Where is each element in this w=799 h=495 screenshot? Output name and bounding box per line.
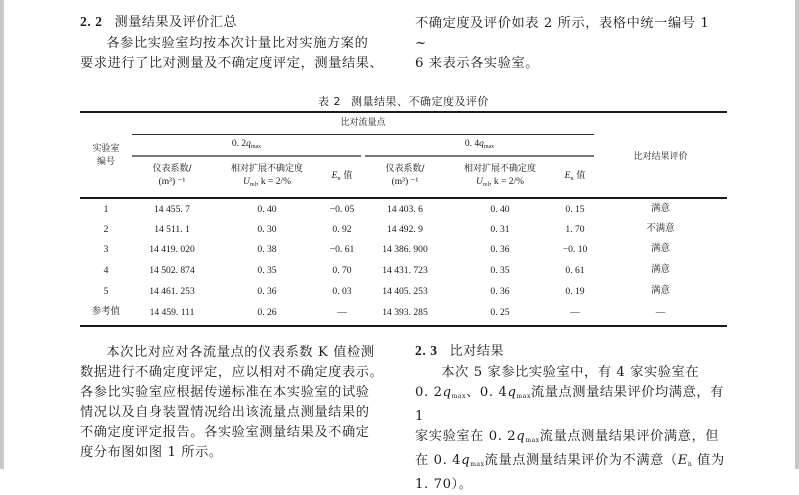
cell-u04: 0. 40 bbox=[490, 204, 510, 215]
cell-lab: 参考值 bbox=[91, 307, 121, 317]
table-number: 表 2 bbox=[318, 95, 341, 108]
q-symbol: q bbox=[442, 385, 452, 400]
cell-en02: −0. 61 bbox=[329, 244, 355, 255]
cell-lab: 3 bbox=[103, 244, 109, 255]
section-title: 测量结果及评价汇总 bbox=[114, 15, 238, 30]
page-edge-left bbox=[0, 0, 4, 469]
cell-k02: 14 419. 020 bbox=[149, 244, 195, 255]
header-bottom-rule bbox=[80, 197, 727, 199]
cell-en02: 0. 03 bbox=[332, 286, 352, 297]
paragraph-line bbox=[415, 451, 727, 475]
group-02-q: q bbox=[246, 139, 251, 149]
cell-u02: 0. 36 bbox=[257, 286, 277, 297]
uncertainty-k: , k = 2/% bbox=[489, 177, 525, 187]
group-02-sub: max bbox=[250, 144, 262, 150]
paragraph-line bbox=[415, 427, 727, 451]
text-run: 0. 2 bbox=[415, 385, 443, 400]
cell-en02: 0. 92 bbox=[332, 224, 352, 235]
cell-u02: 0. 35 bbox=[257, 265, 277, 276]
uncertainty-label: 相对扩展不确定度 bbox=[230, 164, 303, 174]
cell-k04: 14 386. 900 bbox=[382, 244, 428, 255]
meter-factor-unit: (m³) ⁻¹ bbox=[158, 177, 186, 187]
header-lab-id-line1: 实验室 bbox=[92, 144, 120, 154]
header-group-02 bbox=[132, 138, 361, 154]
cell-u04: 0. 36 bbox=[490, 286, 510, 297]
cell-k02: 14 511. 1 bbox=[154, 224, 190, 235]
en-sub: n bbox=[570, 176, 574, 182]
section-2-2-right bbox=[415, 14, 725, 74]
cell-en04: — bbox=[570, 307, 580, 318]
table-top-rule bbox=[80, 111, 727, 113]
header-meter-factor-02 bbox=[132, 163, 212, 189]
cell-k04: 14 405. 253 bbox=[382, 286, 428, 297]
paragraph-line: 本次比对应对各流量点的仪表系数 K 值检测 bbox=[106, 345, 375, 360]
cell-lab: 5 bbox=[103, 286, 109, 297]
cell-eval: 满意 bbox=[651, 286, 670, 296]
header-uncertainty-04 bbox=[445, 163, 555, 192]
section-heading-2-3 bbox=[415, 341, 727, 362]
header-lab-id-line2: 编号 bbox=[96, 157, 115, 167]
table-row bbox=[80, 303, 727, 322]
cell-u04: 0. 35 bbox=[490, 265, 510, 276]
cell-u02: 0. 26 bbox=[257, 307, 277, 318]
table-row bbox=[80, 220, 727, 239]
paragraph-line: 度分布图如图 1 所示。 bbox=[80, 445, 223, 460]
paragraph-line: 各参比实验室应根据传递标准在本实验室的试验 bbox=[80, 385, 370, 400]
en-symbol: E bbox=[331, 171, 338, 181]
paragraph-line bbox=[415, 383, 727, 427]
paragraph-line: 要求进行了比对测量及不确定度评定，测量结果、 bbox=[80, 56, 384, 71]
cell-en04: 0. 15 bbox=[565, 204, 585, 215]
group-04-sub: max bbox=[483, 144, 495, 150]
cell-u02: 0. 30 bbox=[257, 224, 277, 235]
q-symbol: q bbox=[507, 385, 517, 400]
q-sub: max bbox=[516, 393, 531, 400]
group-04-q: q bbox=[479, 139, 484, 149]
section-number: 2. 2 bbox=[80, 14, 103, 29]
en-label: 值 bbox=[573, 171, 586, 181]
cell-en04: 1. 70 bbox=[565, 224, 585, 235]
cell-eval: 满意 bbox=[651, 244, 670, 254]
en-sub: n bbox=[687, 461, 693, 468]
cell-en04: 0. 19 bbox=[565, 286, 585, 297]
cell-eval: 不满意 bbox=[646, 224, 675, 234]
q-symbol: q bbox=[516, 429, 526, 444]
text-run: 值为 bbox=[692, 453, 725, 468]
group-04-rule bbox=[365, 155, 594, 157]
q-sub: max bbox=[525, 437, 540, 444]
uncertainty-sub: rel bbox=[249, 182, 257, 188]
cell-en02: — bbox=[337, 307, 347, 318]
section-2-2-left bbox=[80, 12, 390, 74]
table-row bbox=[80, 282, 727, 301]
header-en-02 bbox=[322, 170, 362, 186]
cell-k02: 14 459. 111 bbox=[149, 307, 195, 318]
section-number: 2. 3 bbox=[415, 343, 438, 358]
text-run: 流量点测量结果评价满意，但 bbox=[539, 429, 720, 444]
cell-eval: 满意 bbox=[651, 204, 670, 214]
flow-points-rule bbox=[132, 134, 594, 135]
header-uncertainty-02 bbox=[212, 163, 322, 192]
cell-k02: 14 502. 874 bbox=[149, 265, 195, 276]
cell-u04: 0. 25 bbox=[490, 307, 510, 318]
header-flow-points: 比对流量点 bbox=[340, 118, 386, 128]
paragraph-line: 不确定度评定报告。各实验室测量结果及不确定 bbox=[80, 425, 370, 440]
cell-lab: 2 bbox=[103, 224, 109, 235]
cell-u02: 0. 40 bbox=[257, 204, 277, 215]
table-row bbox=[80, 240, 727, 259]
paragraph-line: 1. 70）。 bbox=[415, 477, 473, 492]
paragraph-line: 各参比实验室均按本次计量比对实施方案的 bbox=[106, 36, 369, 51]
en-label: 值 bbox=[340, 171, 353, 181]
header-group-04 bbox=[365, 138, 594, 154]
page-edge-right bbox=[795, 0, 799, 469]
q-sub: max bbox=[470, 461, 485, 468]
section-2-3 bbox=[415, 341, 727, 495]
uncertainty-symbol: U bbox=[242, 177, 250, 187]
uncertainty-symbol: U bbox=[475, 177, 483, 187]
paragraph-line: 数据进行不确定度评定，应以相对不确定度表示。 bbox=[80, 365, 384, 380]
cell-u04: 0. 36 bbox=[490, 244, 510, 255]
header-lab-id bbox=[80, 143, 132, 169]
table-row bbox=[80, 261, 727, 280]
cell-en02: −0. 05 bbox=[329, 204, 355, 215]
paragraph-line: 不确定度及评价如表 2 所示，表格中统一编号 1 ~ bbox=[415, 16, 710, 51]
cell-k02: 14 461. 253 bbox=[149, 286, 195, 297]
q-sub: max bbox=[451, 393, 467, 400]
uncertainty-sub: rel bbox=[482, 182, 490, 188]
table-caption bbox=[80, 93, 727, 109]
cell-k04: 14 403. 6 bbox=[387, 204, 423, 215]
cell-en04: −0. 10 bbox=[562, 244, 588, 255]
uncertainty-k: , k = 2/% bbox=[256, 177, 292, 187]
cell-lab: 4 bbox=[103, 265, 109, 276]
section-heading-2-2 bbox=[80, 12, 390, 33]
text-run: 家实验室在 0. 2 bbox=[415, 429, 517, 444]
cell-en04: 0. 61 bbox=[565, 265, 585, 276]
header-meter-factor-04 bbox=[365, 163, 445, 189]
cell-eval: 满意 bbox=[651, 265, 670, 275]
en-symbol: E bbox=[677, 453, 688, 468]
group-02-rule bbox=[132, 155, 361, 157]
text-run: 流量点测量结果评价均满意，有 1 bbox=[415, 385, 724, 424]
cell-k04: 14 393. 285 bbox=[382, 307, 428, 318]
table-row bbox=[80, 200, 727, 219]
text-run: 、0. 4 bbox=[466, 385, 508, 400]
group-02-prefix: 0. 2 bbox=[231, 139, 247, 149]
text-run: 流量点测量结果评价为不满意（ bbox=[484, 453, 678, 468]
table-bottom-rule bbox=[80, 325, 727, 327]
paragraph-uncertainty-evaluation bbox=[80, 343, 395, 463]
text-run: 在 0. 4 bbox=[415, 453, 462, 468]
paragraph-line: 6 来表示各实验室。 bbox=[415, 56, 540, 71]
meter-factor-unit: (m³) ⁻¹ bbox=[391, 177, 419, 187]
paragraph-line: 情况以及自身装置情况给出该流量点测量结果的 bbox=[80, 405, 370, 420]
cell-k02: 14 455. 7 bbox=[154, 204, 190, 215]
section-title: 比对结果 bbox=[449, 344, 505, 359]
en-sub: n bbox=[337, 176, 341, 182]
cell-k04: 14 492. 9 bbox=[387, 224, 423, 235]
meter-factor-label: 仪表系数/ bbox=[152, 164, 192, 174]
cell-en02: 0. 70 bbox=[332, 265, 352, 276]
meter-factor-label: 仪表系数/ bbox=[385, 164, 425, 174]
cell-u04: 0. 31 bbox=[490, 224, 510, 235]
q-symbol: q bbox=[461, 453, 471, 468]
group-04-prefix: 0. 4 bbox=[464, 139, 480, 149]
cell-k04: 14 431. 723 bbox=[382, 265, 428, 276]
en-symbol: E bbox=[564, 171, 571, 181]
paragraph-line: 本次 5 家参比实验室中，有 4 家实验室在 bbox=[441, 365, 700, 380]
uncertainty-label: 相对扩展不确定度 bbox=[463, 164, 536, 174]
cell-u02: 0. 38 bbox=[257, 244, 277, 255]
header-en-04 bbox=[555, 170, 595, 186]
header-evaluation: 比对结果评价 bbox=[633, 152, 688, 162]
table-title: 测量结果、不确定度及评价 bbox=[351, 95, 489, 108]
cell-lab: 1 bbox=[103, 204, 109, 215]
cell-eval: — bbox=[655, 307, 666, 318]
